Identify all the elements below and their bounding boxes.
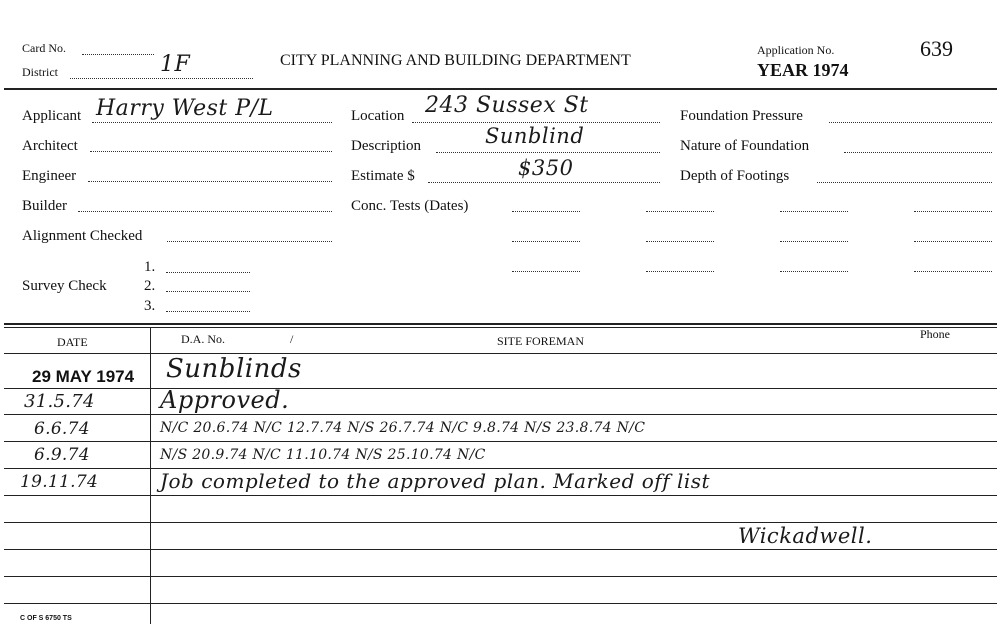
conc-line-3c: [780, 271, 848, 272]
row-rule-2: [4, 414, 997, 415]
survey-line-2: [166, 291, 250, 292]
alignment-line: [167, 241, 332, 242]
engineer-line: [88, 181, 332, 182]
survey-num-1: 1.: [144, 259, 156, 275]
entry-text-3: N/C 20.6.74 N/C 12.7.74 N/S 26.7.74 N/C 9.8.74 N/S 23.8.74 N/C: [160, 420, 646, 436]
alignment-label: Alignment Checked: [22, 228, 143, 244]
entry-text-2: Approved.: [160, 386, 290, 414]
row-rule-7: [4, 549, 997, 550]
conc-line-1c: [780, 211, 848, 212]
conc-line-3d: [914, 271, 992, 272]
signature: Wickadwell.: [738, 524, 873, 548]
location-label: Location: [351, 108, 405, 124]
col-slash-header: /: [290, 332, 294, 346]
row-rule-9: [4, 603, 997, 604]
entry-date-5: 19.11.74: [20, 472, 99, 492]
header-rule: [4, 88, 997, 90]
architect-label: Architect: [22, 138, 78, 154]
survey-label: Survey Check: [22, 278, 107, 294]
architect-line: [90, 151, 332, 152]
conc-line-2c: [780, 241, 848, 242]
department-title: CITY PLANNING AND BUILDING DEPARTMENT: [280, 52, 631, 69]
conc-line-2a: [512, 241, 580, 242]
description-label: Description: [351, 138, 421, 154]
conc-line-1b: [646, 211, 714, 212]
col-da-header: D.A. No.: [181, 332, 225, 346]
conc-tests-label: Conc. Tests (Dates): [351, 198, 469, 214]
table-top-rule-2: [4, 327, 997, 328]
conc-line-1d: [914, 211, 992, 212]
applicant-label: Applicant: [22, 108, 82, 124]
entry-date-4: 6.9.74: [34, 445, 90, 465]
footer-code: C OF S 6750 TS: [20, 615, 72, 622]
entry-text-1: Sunblinds: [166, 354, 302, 384]
entry-date-2: 31.5.74: [24, 391, 95, 412]
row-rule-5: [4, 495, 997, 496]
table-vertical-divider: [150, 328, 151, 624]
entry-text-4: N/S 20.9.74 N/C 11.10.74 N/S 25.10.74 N/C: [160, 447, 486, 463]
builder-line: [78, 211, 332, 212]
engineer-label: Engineer: [22, 168, 77, 184]
conc-line-2b: [646, 241, 714, 242]
estimate-value: $350: [518, 156, 574, 180]
conc-line-1a: [512, 211, 580, 212]
col-site-foreman-header: SITE FOREMAN: [497, 334, 585, 348]
location-line: [412, 122, 660, 123]
description-value: Sunblind: [485, 124, 585, 148]
entry-date-3: 6.6.74: [34, 419, 90, 439]
nature-foundation-line: [844, 152, 992, 153]
row-rule-0: [4, 353, 997, 354]
conc-line-2d: [914, 241, 992, 242]
district-label: District: [22, 65, 58, 79]
application-number: 639: [920, 36, 953, 61]
entry-text-5: Job completed to the approved plan. Marked off list: [160, 469, 711, 493]
col-phone-header: Phone: [920, 327, 950, 341]
description-line: [436, 152, 660, 153]
entry-date-stamp: 29 MAY 1974: [32, 367, 135, 386]
survey-num-3: 3.: [144, 298, 156, 314]
card-no-line: [82, 54, 154, 55]
applicant-value: Harry West P/L: [96, 96, 274, 121]
district-value: 1F: [160, 52, 191, 77]
builder-label: Builder: [22, 198, 67, 214]
application-no-label: Application No.: [757, 43, 835, 57]
row-rule-3: [4, 441, 997, 442]
survey-line-1: [166, 272, 250, 273]
table-top-rule: [4, 323, 997, 325]
depth-footings-line: [817, 182, 992, 183]
row-rule-6: [4, 522, 997, 523]
survey-line-3: [166, 311, 250, 312]
foundation-pressure-label: Foundation Pressure: [680, 108, 803, 124]
card-no-label: Card No.: [22, 41, 66, 55]
estimate-label: Estimate $: [351, 168, 415, 184]
col-date-header: DATE: [57, 335, 88, 349]
location-value: 243 Sussex St: [425, 93, 589, 118]
row-rule-8: [4, 576, 997, 577]
row-rule-1: [4, 388, 997, 389]
foundation-pressure-line: [829, 122, 992, 123]
conc-line-3b: [646, 271, 714, 272]
estimate-line: [428, 182, 660, 183]
conc-line-3a: [512, 271, 580, 272]
survey-num-2: 2.: [144, 278, 156, 294]
depth-footings-label: Depth of Footings: [680, 168, 790, 184]
year-label: YEAR 1974: [757, 60, 849, 80]
district-line: [70, 78, 253, 79]
applicant-line: [92, 122, 332, 123]
nature-foundation-label: Nature of Foundation: [680, 138, 810, 154]
